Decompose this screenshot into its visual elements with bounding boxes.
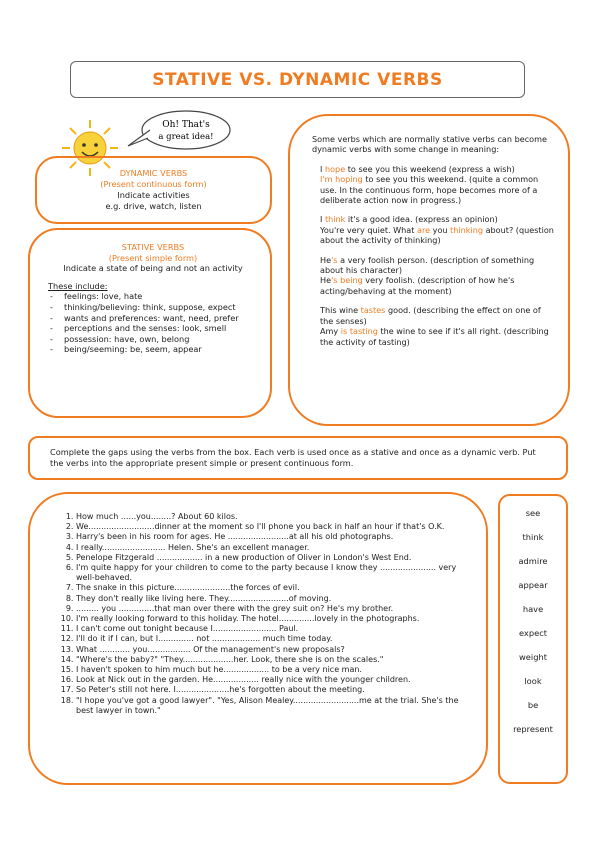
stative-heading: STATIVE VERBS	[121, 242, 185, 252]
dynamic-verbs-box	[35, 156, 272, 224]
exercise-item: 15. I haven't spoken to him much but he.................. to be a very nice man.	[76, 665, 476, 675]
exercise-item: 18. "I hope you've got a good lawyer". "Yes, Alison Mealey..........................me at the trial. She's the best lawyer in town."	[76, 696, 476, 716]
exercise-item: 13. What ............ you................. Of the management's new proposals?	[76, 645, 476, 655]
exercise-item: 11. I can't come out tonight because I......................... Paul.	[76, 624, 476, 634]
explanation-box	[288, 114, 570, 426]
list-item: - perceptions and the senses: look, smell	[48, 323, 258, 334]
list-item: - possession: have, own, belong	[48, 334, 258, 345]
word-box	[498, 494, 568, 784]
dynamic-desc: Indicate activities	[117, 190, 190, 200]
example-thinking: You're very quiet. What are you thinking about? (question about the activity of thinking)	[320, 224, 554, 246]
bubble-line1: Oh! That's	[162, 120, 210, 130]
dynamic-example: e.g. drive, watch, listen	[105, 201, 202, 211]
stative-include-label: These include:	[48, 280, 108, 291]
stative-verbs-box	[28, 228, 272, 418]
exercise-item: 9. ......... you ..............that man over there with the grey suit on? He's my brother.	[76, 604, 476, 614]
word-item: have	[522, 604, 544, 614]
example-hoping: I'm hoping to see you this weekend. (quite a common use. In the continuous form, hope becomes more of a deliberate action now in progress.)	[320, 174, 539, 206]
exercise-item: 4. I really......................... Helen. She's an excellent manager.	[76, 543, 476, 553]
instructions-text: Complete the gaps using the verbs from the box. Each verb is used once as a stative and once as a dynamic verb. Put the verbs into the appropriate present simple or present continuous form.	[50, 447, 536, 468]
word-item: think	[522, 532, 544, 542]
exercise-list	[46, 512, 476, 716]
exercise-item: 10. I'm really looking forward to this holiday. The hotel..............lovely in the photographs.	[76, 614, 476, 624]
stative-subheading: (Present simple form)	[108, 252, 198, 263]
word-item: represent	[513, 724, 553, 734]
example-tasting: Amy is tasting the wine to see if it's all right. (describing the activity of tasting)	[320, 326, 549, 347]
instructions-box	[28, 436, 568, 480]
example-is: He's a very foolish person. (description of something about his character)	[320, 254, 535, 276]
dynamic-subheading: (Present continuous form)	[100, 179, 207, 189]
list-item: - being/seeming: be, seem, appear	[48, 344, 258, 355]
list-item: - thinking/believing: think, suppose, expect	[48, 302, 258, 313]
exercise-item: 16. Look at Nick out in the garden. He.................. really nice with the younger children.	[76, 675, 476, 685]
exercise-item: 1. How much ......you........? About 60 kilos.	[76, 512, 476, 522]
exercise-item: 8. They don't really like living here. They........................of moving.	[76, 594, 476, 604]
word-item: look	[524, 676, 542, 686]
word-item: appear	[518, 580, 548, 590]
exercise-box	[28, 492, 488, 785]
page-title: STATIVE VS. DYNAMIC VERBS	[152, 69, 443, 90]
exercise-item: 14. "Where's the baby?" "They....................her. Look, there she is on the scales."	[76, 655, 476, 665]
word-item: weight	[519, 652, 547, 662]
list-item: - wants and preferences: want, need, prefer	[48, 313, 258, 324]
exercise-item: 2. We..........................dinner at the moment so I'll phone you back in half an hour if that's O.K.	[76, 522, 476, 532]
explanation-intro: Some verbs which are normally stative verbs can become dynamic verbs with some change in meaning:	[312, 134, 547, 155]
word-item: be	[527, 700, 539, 710]
word-item: expect	[518, 628, 548, 638]
bubble-line2: a great idea!	[158, 132, 214, 142]
speech-bubble	[120, 108, 235, 158]
exercise-item: 3. Harry's been in his room for ages. He ........................at all his old photographs.	[76, 532, 476, 542]
stative-desc: Indicate a state of being and not an activity	[63, 263, 243, 274]
example-think: I think it's a good idea. (express an opinion)	[320, 214, 498, 225]
example-tastes: This wine tastes good. (describing the effect on one of the senses)	[320, 305, 541, 326]
example-being: He's being very foolish. (description of how he's acting/behaving at the moment)	[320, 275, 515, 296]
example-hope: I hope to see you this weekend (express a wish)	[320, 163, 515, 174]
word-item: admire	[518, 556, 548, 566]
exercise-item: 6. I'm quite happy for your children to come to the party because I know they ...................... very well-behaved.	[76, 563, 476, 583]
title-box	[70, 61, 525, 98]
exercise-item: 7. The snake in this picture......................the forces of evil.	[76, 583, 476, 593]
list-item: - feelings: love, hate	[48, 291, 258, 302]
dynamic-heading: DYNAMIC VERBS	[119, 168, 188, 178]
exercise-item: 12. I'll do it if I can, but I.............. not ................... much time today.	[76, 634, 476, 644]
exercise-item: 17. So Peter's still not here. I.....................he's forgotten about the meeting.	[76, 685, 476, 695]
word-item: see	[525, 508, 541, 518]
stative-list	[48, 291, 258, 355]
exercise-item: 5. Penelope Fitzgerald .................. in a new production of Oliver in London's West End.	[76, 553, 476, 563]
